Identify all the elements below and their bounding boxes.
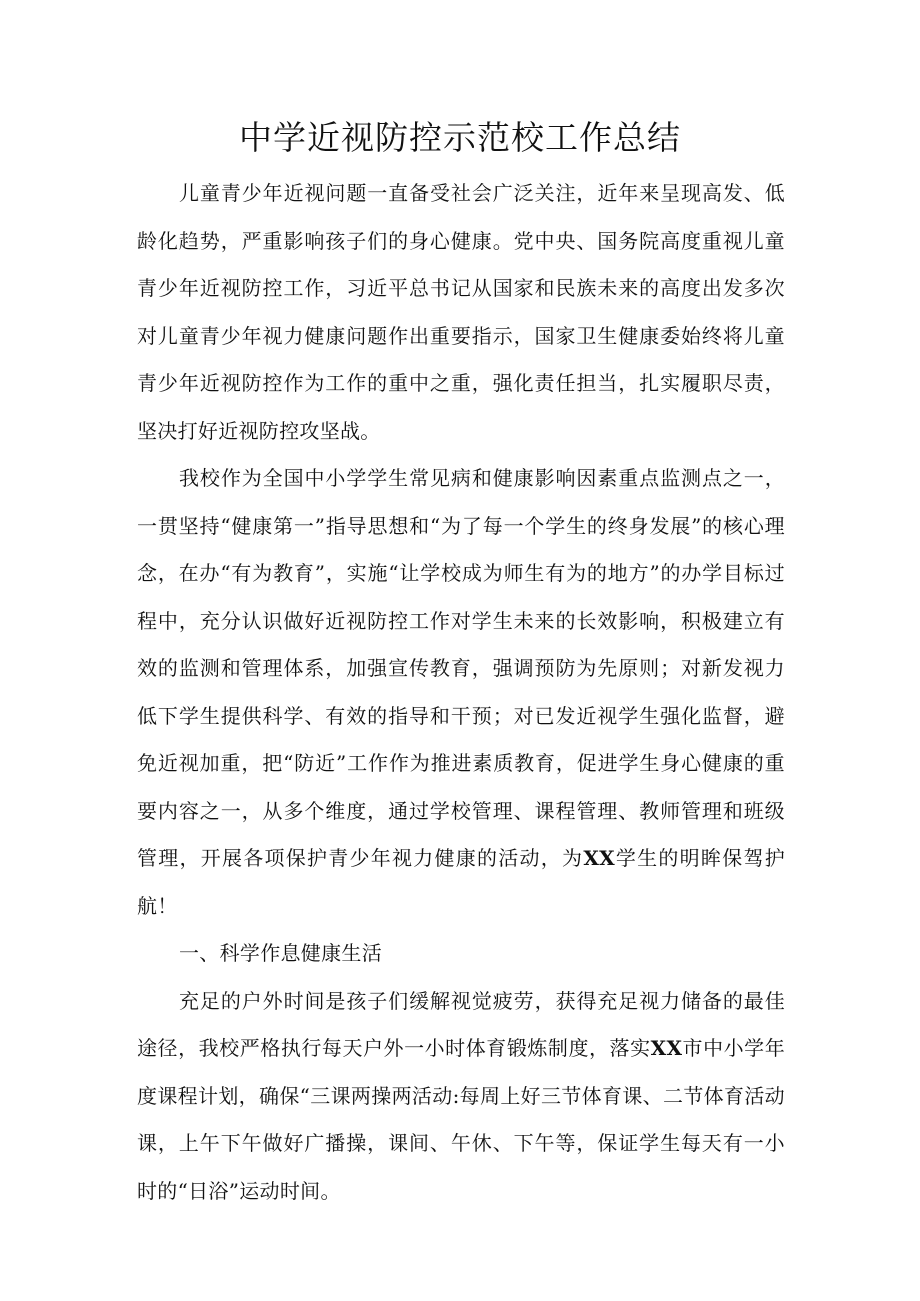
placeholder-xx: XX	[583, 846, 615, 870]
paragraph-outdoor	[137, 978, 785, 1216]
paragraph-intro	[137, 170, 785, 455]
document-title: 中学近视防控示范校工作总结	[239, 118, 681, 157]
section-heading-1: 一、科学作息健康生活	[179, 941, 382, 965]
paragraph-school	[137, 455, 785, 930]
paragraph-school-tail: 学生的明眸保驾护航！	[137, 846, 785, 918]
paragraph-intro-text: 儿童青少年近视问题一直备受社会广泛关注，近年来呈现高发、低龄化趋势，严重影响孩子们的身心健康。党中央、国务院高度重视儿童青少年近视防控工作，习近平总书记从国家和民族未来的高度出发多次对儿童青少年视力健康问题作出重要指示，国家卫生健康委始终将儿童青少年近视防控作为工作的重中之重，强化责任担当，扎实履职尽责，坚决打好近视防控攻坚战。	[137, 181, 785, 443]
paragraph-outdoor-tail: 市中小学年度课程计划，确保“三课两操两活动:每周上好三节体育课、二节体育活动课，上午下午做好广播操，课间、午休、下午等，保证学生每天有一小时的“日浴”运动时间。	[137, 1036, 786, 1203]
paragraph-school-text: 我校作为全国中小学学生常见病和健康影响因素重点监测点之一，一贯坚持“健康第一”指导思想和“为了每一个学生的终身发展”的核心理念，在办“有为教育”，实施“让学校成为师生有为的地方”的办学目标过程中，充分认识做好近视防控工作对学生未来的长效影响，积极建立有效的监测和管理体系，加强宣传教育，强调预防为先原则；对新发视力低下学生提供科学、有效的指导和干预；对已发近视学生强化监督，避免近视加重，把“防近”工作作为推进素质教育，促进学生身心健康的重要内容之一，从多个维度，通过学校管理、课程管理、教师管理和班级管理，开展各项保护青少年视力健康的活动，为	[137, 466, 785, 870]
document-body	[137, 170, 785, 1215]
paragraph-outdoor-text: 充足的户外时间是孩子们缓解视觉疲劳，获得充足视力储备的最佳途径，我校严格执行每天户外一小时体育锻炼制度，落实	[137, 988, 785, 1060]
placeholder-xx: XX	[650, 1036, 683, 1060]
